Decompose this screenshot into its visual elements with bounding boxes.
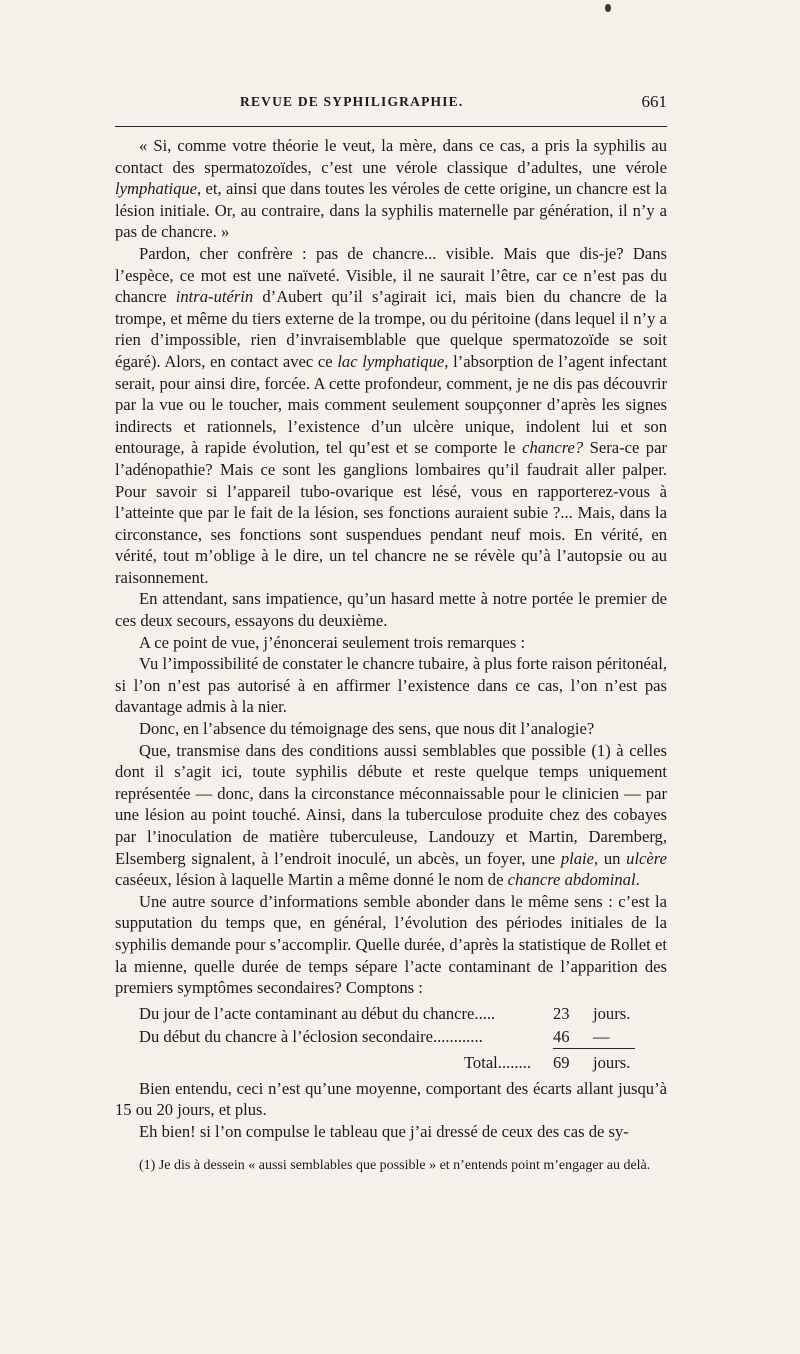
paragraph (115, 653, 667, 718)
paragraph (115, 243, 667, 589)
journal-title: REVUE DE SYPHILIGRAPHIE. (240, 94, 464, 109)
paragraph (115, 1078, 667, 1121)
paragraph (115, 632, 667, 654)
text-run: En attendant, sans impatience, qu’un hasard mette à notre portée le premier de ces deux secours, essayons du deuxième. (115, 589, 667, 631)
text-run: « Si, comme votre théorie le veut, la mère, dans ce cas, a pris la syphilis au contact des spermatozoïdes, c’est une vérole classique d’adultes, une vérole (115, 136, 667, 177)
italic-run: chancre abdominal (507, 870, 636, 890)
italic-run: plaie (560, 848, 594, 868)
calc-total-row (115, 1051, 667, 1074)
calc-row (115, 1002, 667, 1025)
calc-row (115, 1025, 667, 1048)
paragraph (115, 740, 667, 891)
text-run: Sera-ce par l’adénopathie? Mais ce sont les ganglions lombaires qu’il faudrait aller palper. Pour savoir si l’appareil tubo-ovarique est lésé, vous en rapporterez-vous à l’atteinte que par le fait de la lésion, ses fonctions auraient subie ?... Mais, dans la circonstance, ses fonctions sont suspendues pendant neuf mois. En vérité, en vérité, tout m’oblige à le dire, un tel chancre ne se révèle qu’à l’autopsie ou au raisonnement. (115, 438, 667, 587)
duration-calculation (115, 1002, 667, 1074)
calc-row-value: 46 (553, 1026, 570, 1046)
text-run: A ce point de vue, j’énoncerai seulement trois remarques : (139, 632, 526, 652)
footnote-text: (1) Je dis à dessein « aussi semblables que possible » et n’entends point m’engager au delà. (139, 1157, 651, 1173)
calc-row-value: 23 (553, 1003, 570, 1023)
paragraph (115, 1121, 667, 1143)
paragraph (115, 135, 667, 243)
text-run: d’Aubert qu’il s’agirait ici, mais bien du chancre de la trompe, et même du tiers externe de la trompe, ou du péritoine (dans lequel il n’y a rien d’impossible, rien d’invraisemblable que quelque spermatozoïde se soit égaré). Alors, en contact avec ce (115, 287, 667, 371)
ink-spot (605, 4, 611, 12)
text-run: Que, transmise dans des conditions aussi semblables que possible (1) à celles dont il s’agit ici, toute syphilis débute et reste quelque temps uniquement représentée — donc, dans la circonstance méconnaissable pour le clinicien — par une lésion au point touché. Ainsi, dans la tuberculose produite chez des cobayes par l’inoculation de matière tuberculeuse, Landouzy et Martin, Daremberg, Elsemberg signalent, à l’endroit inoculé, un abcès, un foyer, une (115, 740, 667, 868)
running-header (115, 92, 667, 118)
text-run: Une autre source d’informations semble abonder dans le même sens : c’est la supputation du temps que, en général, l’évolution des périodes initiales de la syphilis demande pour s’accomplir. Quelle durée, d’après la statistique de Rollet et la mienne, quelle durée de temps sépare l’acte contaminant de l’apparition des premiers symptômes secondaires? Comptons : (115, 891, 667, 998)
text-run: , un (594, 848, 627, 868)
text-run: Vu l’impossibilité de constater le chancre tubaire, à plus forte raison péritonéal, si l’on n’est pas autorisé à en affirmer l’existence dans ce cas, l’on n’est pas davantage admis à la nier. (115, 654, 667, 717)
text-run: Donc, en l’absence du témoignage des sens, que nous dit l’analogie? (139, 719, 595, 739)
italic-run: lac lymphatique (337, 351, 445, 371)
text-run: . (635, 870, 640, 890)
page-number: 661 (641, 92, 667, 111)
footnote (115, 1157, 667, 1175)
book-page (115, 92, 667, 1175)
calc-row-unit: — (593, 1026, 610, 1046)
italic-run: chancre? (522, 438, 584, 458)
header-rule (115, 126, 667, 127)
body-text (115, 135, 667, 999)
calc-row-label: Du début du chancre à l’éclosion secondaire............ (139, 1026, 483, 1046)
text-run: , l’absorption de l’agent infectant serait, pour ainsi dire, forcée. A cette profondeur, comment, je ne dis pas découvrir par la vue ou le toucher, mais comment seulement soupçonner d’après les signes indirects et rationnels, l’existence d’un ulcère unique, indolent lui et son entourage, à rapide évolution, tel qu’est et se comporte le (115, 351, 667, 458)
paragraph (115, 891, 667, 999)
text-run: Bien entendu, ceci n’est qu’une moyenne, comportant des écarts allant jusqu’à 15 ou 20 jours, et plus. (115, 1078, 667, 1120)
italic-run: intra-utérin (175, 287, 254, 307)
paragraph (115, 718, 667, 740)
calc-row-label: Du jour de l’acte contaminant au début du chancre..... (139, 1003, 496, 1023)
calc-row-unit: jours. (593, 1003, 631, 1023)
text-run: Pardon, cher confrère : pas de chancre... visible. Mais que dis-je? Dans l’espèce, ce mot est une naïveté. Visible, il ne saurait l’être, car ce n’est pas du chancre (115, 243, 667, 307)
calc-total-value: 69 (553, 1052, 570, 1072)
paragraph (115, 588, 667, 631)
italic-run: lymphatique (115, 179, 198, 199)
calc-total-label: Total........ (463, 1052, 531, 1072)
calc-total-unit: jours. (593, 1052, 631, 1072)
italic-run: ulcère (626, 848, 667, 868)
body-text-continued (115, 1078, 667, 1143)
text-run: caséeux, lésion à laquelle Martin a même donné le nom de (115, 870, 508, 890)
text-run: , et, ainsi que dans toutes les véroles de cette origine, un chancre est la lésion initiale. Or, au contraire, dans la syphilis maternelle par génération, il n’y a pas de chancre. » (115, 179, 667, 242)
text-run: Eh bien! si l’on compulse le tableau que j’ai dressé de ceux des cas de sy- (139, 1121, 629, 1141)
